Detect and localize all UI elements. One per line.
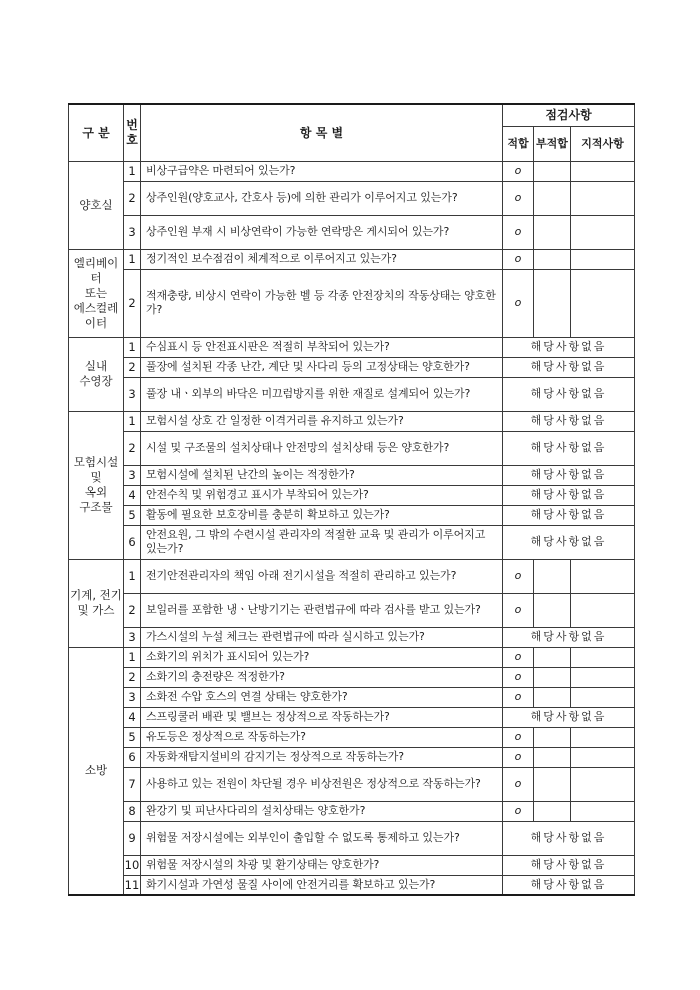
item-number: 10 (124, 855, 141, 875)
pass-mark-cell: o (503, 801, 534, 821)
item-number: 2 (124, 357, 141, 377)
header-number: 번 호 (124, 104, 141, 161)
table-row (69, 647, 635, 667)
item-number: 6 (124, 747, 141, 767)
item-text: 화기시설과 가연성 물질 사이에 안전거리를 확보하고 있는가? (141, 875, 503, 895)
item-number: 4 (124, 485, 141, 505)
header-remarks: 지적사항 (571, 126, 635, 161)
table-row (69, 855, 635, 875)
item-text: 소화기의 충전량은 적정한가? (141, 667, 503, 687)
remarks-cell (571, 269, 635, 337)
category-cell: 양호실 (69, 161, 124, 249)
remarks-cell (571, 181, 635, 215)
fail-cell (534, 687, 571, 707)
item-number: 4 (124, 707, 141, 727)
item-text: 위험물 저장시설의 차광 및 환기상태는 양호한가? (141, 855, 503, 875)
table-row (69, 465, 635, 485)
not-applicable-cell: 해당사항없음 (503, 465, 635, 485)
item-number: 11 (124, 875, 141, 895)
item-number: 8 (124, 801, 141, 821)
item-text: 시설 및 구조물의 설치상태나 안전망의 설치상태 등은 양호한가? (141, 431, 503, 465)
not-applicable-cell: 해당사항없음 (503, 525, 635, 559)
item-number: 5 (124, 727, 141, 747)
table-row (69, 181, 635, 215)
remarks-cell (571, 767, 635, 801)
item-text: 상주인원(양호교사, 간호사 등)에 의한 관리가 이루어지고 있는가? (141, 181, 503, 215)
fail-cell (534, 647, 571, 667)
not-applicable-cell: 해당사항없음 (503, 821, 635, 855)
table-row (69, 377, 635, 411)
item-number: 2 (124, 269, 141, 337)
remarks-cell (571, 747, 635, 767)
table-row (69, 505, 635, 525)
item-text: 전기안전관리자의 책임 아래 전기시설을 적절히 관리하고 있는가? (141, 559, 503, 593)
fail-cell (534, 249, 571, 269)
item-number: 3 (124, 627, 141, 647)
not-applicable-cell: 해당사항없음 (503, 411, 635, 431)
fail-cell (534, 215, 571, 249)
item-number: 6 (124, 525, 141, 559)
pass-mark-cell: o (503, 559, 534, 593)
pass-mark-cell: o (503, 727, 534, 747)
not-applicable-cell: 해당사항없음 (503, 505, 635, 525)
fail-cell (534, 801, 571, 821)
item-number: 2 (124, 667, 141, 687)
not-applicable-cell: 해당사항없음 (503, 485, 635, 505)
item-text: 풀장에 설치된 각종 난간, 계단 및 사다리 등의 고정상태는 양호한가? (141, 357, 503, 377)
fail-cell (534, 161, 571, 181)
item-number: 3 (124, 215, 141, 249)
item-number: 1 (124, 161, 141, 181)
header-category: 구 분 (69, 104, 124, 161)
remarks-cell (571, 727, 635, 747)
item-text: 모험시설에 설치된 난간의 높이는 적정한가? (141, 465, 503, 485)
pass-mark-cell: o (503, 249, 534, 269)
fail-cell (534, 593, 571, 627)
item-number: 2 (124, 181, 141, 215)
table-row (69, 821, 635, 855)
category-cell: 소방 (69, 647, 124, 895)
remarks-cell (571, 667, 635, 687)
pass-mark-cell: o (503, 161, 534, 181)
fail-cell (534, 269, 571, 337)
table-row (69, 249, 635, 269)
item-text: 위험물 저장시설에는 외부인이 출입할 수 없도록 통제하고 있는가? (141, 821, 503, 855)
pass-mark-cell: o (503, 269, 534, 337)
remarks-cell (571, 647, 635, 667)
item-text: 적재충량, 비상시 연락이 가능한 벨 등 각종 안전장치의 작동상태는 양호한가? (141, 269, 503, 337)
not-applicable-cell: 해당사항없음 (503, 431, 635, 465)
not-applicable-cell: 해당사항없음 (503, 855, 635, 875)
table-row (69, 875, 635, 895)
table-row (69, 687, 635, 707)
remarks-cell (571, 215, 635, 249)
table-row (69, 727, 635, 747)
item-number: 7 (124, 767, 141, 801)
item-number: 3 (124, 377, 141, 411)
item-number: 1 (124, 647, 141, 667)
table-row (69, 627, 635, 647)
inspection-checklist-sheet (68, 103, 634, 896)
table-row (69, 269, 635, 337)
pass-mark-cell: o (503, 181, 534, 215)
item-text: 풀장 내ㆍ외부의 바닥은 미끄럼방지를 위한 재질로 설계되어 있는가? (141, 377, 503, 411)
header-pass: 적합 (503, 126, 534, 161)
item-text: 완강기 및 피난사다리의 설치상태는 양호한가? (141, 801, 503, 821)
item-text: 가스시설의 누설 체크는 관련법규에 따라 실시하고 있는가? (141, 627, 503, 647)
table-row (69, 747, 635, 767)
fail-cell (534, 559, 571, 593)
category-cell: 실내 수영장 (69, 337, 124, 411)
fail-cell (534, 667, 571, 687)
item-text: 소화전 수압 호스의 연결 상태는 양호한가? (141, 687, 503, 707)
item-text: 자동화재탐지설비의 감지기는 정상적으로 작동하는가? (141, 747, 503, 767)
item-number: 1 (124, 411, 141, 431)
item-text: 활동에 필요한 보호장비를 충분히 확보하고 있는가? (141, 505, 503, 525)
remarks-cell (571, 559, 635, 593)
item-number: 1 (124, 249, 141, 269)
header-check: 점검사항 (503, 104, 635, 126)
pass-mark-cell: o (503, 767, 534, 801)
pass-mark-cell: o (503, 687, 534, 707)
not-applicable-cell: 해당사항없음 (503, 357, 635, 377)
table-row (69, 801, 635, 821)
table-row (69, 485, 635, 505)
item-number: 2 (124, 431, 141, 465)
item-number: 1 (124, 559, 141, 593)
not-applicable-cell: 해당사항없음 (503, 337, 635, 357)
table-row (69, 161, 635, 181)
fail-cell (534, 727, 571, 747)
pass-mark-cell: o (503, 647, 534, 667)
item-text: 소화기의 위치가 표시되어 있는가? (141, 647, 503, 667)
table-row (69, 431, 635, 465)
not-applicable-cell: 해당사항없음 (503, 707, 635, 727)
table-row (69, 411, 635, 431)
table-row (69, 525, 635, 559)
remarks-cell (571, 687, 635, 707)
item-text: 모험시설 상호 간 일정한 이격거리를 유지하고 있는가? (141, 411, 503, 431)
table-row (69, 357, 635, 377)
item-text: 비상구급약은 마련되어 있는가? (141, 161, 503, 181)
item-text: 수심표시 등 안전표시판은 적절히 부착되어 있는가? (141, 337, 503, 357)
category-cell: 엘리베이터 또는 에스컬레이터 (69, 249, 124, 337)
fail-cell (534, 767, 571, 801)
item-text: 안전수칙 및 위험경고 표시가 부착되어 있는가? (141, 485, 503, 505)
remarks-cell (571, 161, 635, 181)
header-item: 항 목 별 (141, 104, 503, 161)
table-row (69, 707, 635, 727)
item-text: 유도등은 정상적으로 작동하는가? (141, 727, 503, 747)
item-number: 3 (124, 687, 141, 707)
pass-mark-cell: o (503, 215, 534, 249)
fail-cell (534, 181, 571, 215)
remarks-cell (571, 801, 635, 821)
table-row (69, 767, 635, 801)
checklist-table (68, 103, 635, 896)
table-row (69, 337, 635, 357)
item-number: 3 (124, 465, 141, 485)
remarks-cell (571, 249, 635, 269)
pass-mark-cell: o (503, 667, 534, 687)
category-cell: 기계, 전기 및 가스 (69, 559, 124, 647)
item-text: 정기적인 보수점검이 체계적으로 이루어지고 있는가? (141, 249, 503, 269)
table-row (69, 559, 635, 593)
header-fail: 부적합 (534, 126, 571, 161)
item-number: 5 (124, 505, 141, 525)
item-number: 9 (124, 821, 141, 855)
item-text: 스프링쿨러 배관 및 밸브는 정상적으로 작동하는가? (141, 707, 503, 727)
remarks-cell (571, 593, 635, 627)
item-number: 2 (124, 593, 141, 627)
item-number: 1 (124, 337, 141, 357)
item-text: 안전요원, 그 밖의 수련시설 관리자의 적절한 교육 및 관리가 이루어지고 있는가? (141, 525, 503, 559)
pass-mark-cell: o (503, 593, 534, 627)
item-text: 사용하고 있는 전원이 차단될 경우 비상전원은 정상적으로 작동하는가? (141, 767, 503, 801)
table-row (69, 667, 635, 687)
not-applicable-cell: 해당사항없음 (503, 377, 635, 411)
category-cell: 모험시설 및 옥외 구조물 (69, 411, 124, 559)
pass-mark-cell: o (503, 747, 534, 767)
item-text: 보일러를 포함한 냉ㆍ난방기기는 관련법규에 따라 검사를 받고 있는가? (141, 593, 503, 627)
not-applicable-cell: 해당사항없음 (503, 875, 635, 895)
not-applicable-cell: 해당사항없음 (503, 627, 635, 647)
item-text: 상주인원 부재 시 비상연락이 가능한 연락망은 게시되어 있는가? (141, 215, 503, 249)
table-row (69, 215, 635, 249)
table-row (69, 593, 635, 627)
fail-cell (534, 747, 571, 767)
